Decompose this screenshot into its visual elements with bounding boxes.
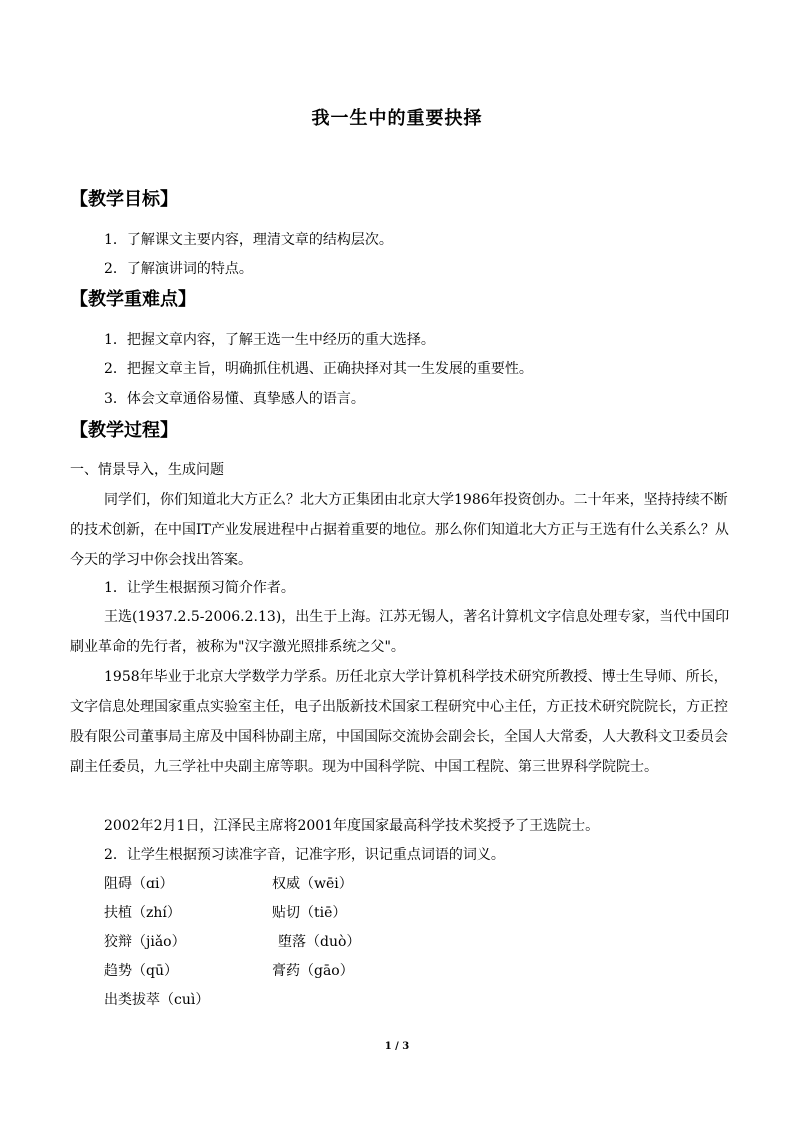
- keypoint-item: 1．把握文章内容，了解王选一生中经历的重大选择。: [104, 332, 435, 348]
- task-item: 2．让学生根据预习读准字音，记准字形，识记重点词语的词义。: [104, 847, 505, 863]
- task-item: 1．让学生根据预习简介作者。: [104, 580, 295, 596]
- vocab-word: 阻碍（ɑi）: [104, 876, 174, 892]
- objective-item: 1．了解课文主要内容，理清文章的结构层次。: [104, 232, 393, 248]
- vocab-word: 堕落（duò）: [278, 934, 361, 950]
- bio-paragraph: 2002年2月1日，江泽民主席将2001年度国家最高科学技术奖授予了王选院士。: [104, 818, 600, 834]
- bio-paragraph: 1958年毕业于北京大学数学力学系。历任北京大学计算机科学技术研究所教授、博士生导师、所长，文字信息处理国家重点实验室主任，电子出版新技术国家工程研究中心主任，方正技术研究院院长，方正控股有限公司董事局主席及中国科协副主席，中国国际交流协会副会长，全国人大常委，人大教科文卫委员会副主任委员，九三学社中央副主席等职。现为中国科学院、中国工程院、第三世界科学院院士。: [70, 669, 728, 775]
- step-heading: 一、情景导入，生成问题: [70, 462, 224, 478]
- vocab-word: 趋势（qū）: [104, 963, 178, 979]
- vocab-word: 扶植（zhí）: [104, 905, 181, 921]
- bio-paragraph: 王选(1937.2.5-2006.2.13)，出生于上海。江苏无锡人，著名计算机文字信息处理专家，当代中国印刷业革命的先行者，被称为"汉字激光照排系统之父"。: [70, 609, 730, 655]
- vocab-word: 狡辩（jiǎo）: [104, 934, 186, 950]
- keypoints-heading: 【教学重难点】: [70, 289, 196, 310]
- objectives-heading: 【教学目标】: [70, 189, 178, 210]
- page-indicator: 1 / 3: [384, 1041, 410, 1052]
- keypoint-item: 3．体会文章通俗易懂、真挚感人的语言。: [104, 391, 365, 407]
- vocab-word: 膏药（gāo）: [272, 963, 354, 979]
- keypoint-item: 2．把握文章主旨，明确抓住机遇、正确抉择对其一生发展的重要性。: [104, 361, 533, 377]
- vocab-word: 出类拔萃（cuì）: [104, 992, 210, 1008]
- document-title: 我一生中的重要抉择: [311, 108, 483, 129]
- intro-paragraph: 同学们，你们知道北大方正么？北大方正集团由北京大学1986年投资创办。二十年来，坚持持续不断的技术创新，在中国IT产业发展进程中占据着重要的地位。那么你们知道北大方正与王选有什么关系么？从今天的学习中你会找出答案。: [70, 492, 729, 568]
- process-heading: 【教学过程】: [70, 420, 178, 441]
- vocab-word: 权威（wēi）: [272, 876, 353, 892]
- vocab-word: 贴切（tiē）: [272, 905, 347, 921]
- objective-item: 2．了解演讲词的特点。: [104, 261, 253, 277]
